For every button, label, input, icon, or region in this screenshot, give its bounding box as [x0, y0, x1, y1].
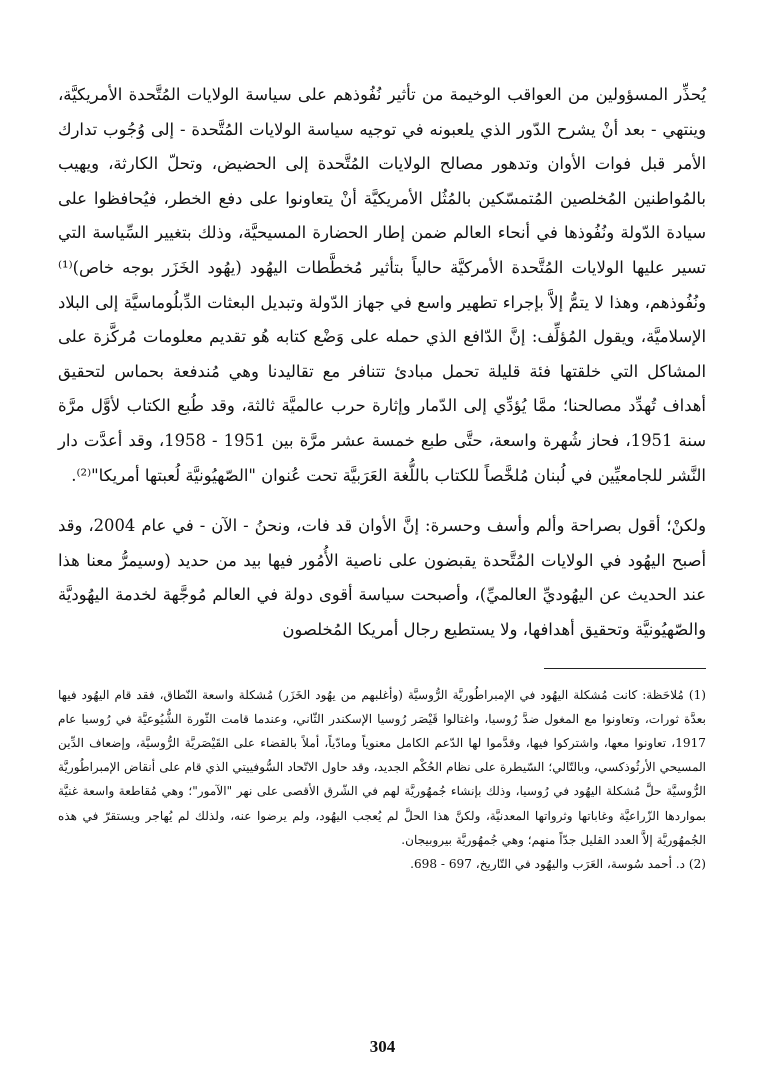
body-paragraph-1: يُحذِّر المسؤولين من العواقب الوخيمة من تأثير نُفُوذهم على سياسة الولايات المُتَّحدة الأمريكيَّة، وينتهي - بعد أنْ يشرح الدّور الذي يلعبونه في توجيه سياسة الولايات المُتَّحدة - إلى وُجُوب تدارك الأمر قبل فوات الأوان وتدهور مصالح الولايات المُتَّحدة إلى الحضيض، وتحلّ الكارثة، ويهيب بالمُواطنين المُخلصين المُتمسّكين بالمُثُل الأمريكيَّة أنْ يتعاونوا على دفع الخطر، فيُحافظوا على سيادة الدّولة ونُفُوذها في أنحاء العالم ضمن إطار الحضارة المسيحيَّة، وذلك بتغيير السِّياسة التي تسير عليها الولايات المُتَّحدة الأمركيَّة حالياً بتأثير مُخطَّطات اليهُود (يهُود الخَزَر بوجه خاص)⁽¹⁾ ونُفُوذهم، وهذا لا يتمُّ إلاَّ بإجراء تطهير واسع في جهاز الدّولة وتبديل البعثات الدِّبلُوماسيَّة إلى البلاد الإسلاميَّة، ويقول المُؤلِّف: إنَّ الدّافع الذي حمله على وَضْع كتابه هُو تقديم معلومات مُركَّزة على المشاكل التي خلقتها فئة قليلة تحمل مبادئ تتنافر مع تقاليدنا وهي مُندفعة بحماس لتحقيق أهداف تُهدِّد مصالحنا؛ ممَّا يُؤدِّي إلى الدّمار وإثارة حرب عالميَّة ثالثة، وقد طُبع الكتاب لأوَّل مرَّة سنة 1951، فحاز شُهرة واسعة، حتَّى طبع خمسة عشر مرَّة بين 1951 - 1958، وقد أعدَّت دار النَّشر للجامعيِّين في لُبنان مُلخَّصاً للكتاب باللُّغة العَرَبيَّة تحت عُنوان "الصّهيُونيَّة لُعبتها أمريكا"⁽²⁾. [58, 85, 706, 485]
footnotes [58, 683, 706, 877]
main-text [58, 78, 706, 648]
footnote-2: (2) د. أحمد سُوسة، العَرَب واليهُود في التّاريخ، 697 - 698. [410, 856, 706, 871]
footnote-1: (1) مُلاحَظة: كانت مُشكلة اليهُود في الإمبراطُوريَّة الرُّوسيَّة (وأغلبهم من يهُود الخَزَر) مُشكلة واسعة النّطاق، فقد قام اليهُود فيها بعدَّة ثورات، وتعاونوا مع المغول ضدَّ رُوسيا، واغتالوا قَيْصَر رُوسيا الإسكندر الثّاني، وعندما قامت الثّورة الشُّيُوعيَّة في رُوسيا عام 1917، تعاونوا معها، واشتركوا فيها، وقدَّموا لها الدّعم الكامل معنوياً ومادّياً، أملاً بالقضاء على القَيْصَريَّة الرُّوسيَّة، وإضعاف الدِّين المسيحي الأرثُوذكسي، وبالتّالي؛ السّيطرة على نظام الحُكْم الجديد، وقد حاول الاتّحاد السُّوفييتي الذي قام على أنقاض الإمبراطُوريَّة الرُّوسيَّة حلَّ مُشكلة اليهُود في رُوسيا، وذلك بإنشاء جُمهُوريَّة لهم في الشّرق الأقصى على نهر "الآمور"؛ وهي مُقاطعة واسعة غنيَّة بمواردها الزّراعيَّة وغاباتها وثرواتها المعدنيَّة، ولكنَّ هذا الحلَّ لم يُعجب اليهُود، ولم يرضوا عنه، ولذلك لم يُهاجر ويستقرّ في هذه الجُمهُوريَّة إلاَّ العدد القليل جدّاً منهم؛ وهي جُمهُوريَّة بيروبيجان. [58, 687, 706, 847]
page-number: 304 [369, 1037, 396, 1056]
footnote-separator [544, 668, 706, 669]
body-paragraph-2: ولكنْ؛ أقول بصراحة وألم وأسف وحسرة: إنَّ الأوان قد فات، ونحنُ - الآن - في عام 2004، وقد أصبح اليهُود في الولايات المُتَّحدة يقبضون على ناصية الأُمُور فيها بيد من حديد (وسيمرُّ معنا هذا عند الحديث عن اليهُوديِّ العالميِّ)، وأصبحت سياسة أقوى دولة في العالم مُوجَّهة لخدمة اليهُوديَّة والصّهيُونيَّة وتحقيق أهدافها، ولا يستطيع رجال أمريكا المُخلصون [58, 516, 706, 639]
page-content [58, 78, 706, 876]
